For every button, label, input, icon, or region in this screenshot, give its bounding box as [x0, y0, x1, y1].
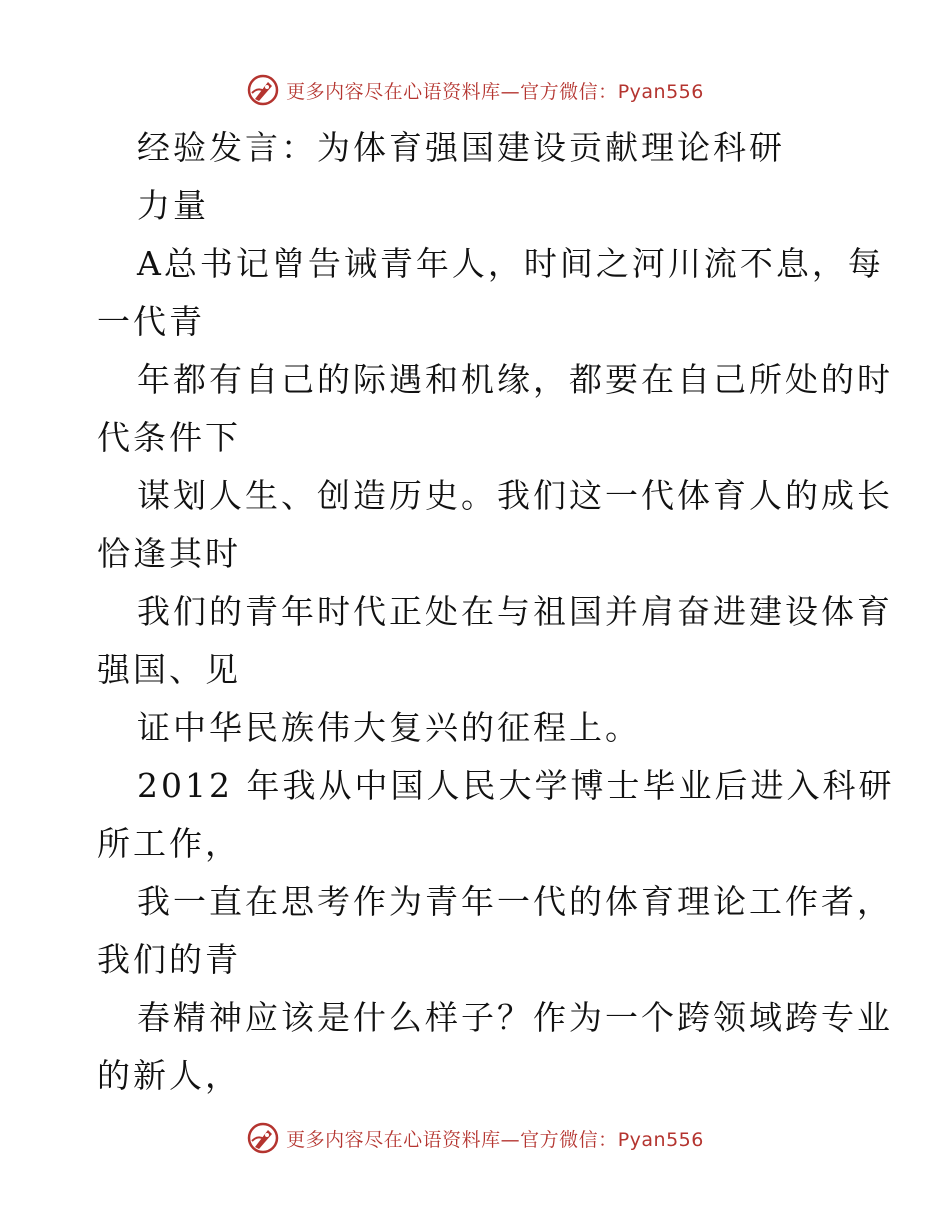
- text-line: 一代青: [97, 302, 205, 341]
- text-line: A总书记曾告诫青年人，时间之河川流不息，每: [137, 244, 884, 283]
- watermark-text: [286, 77, 704, 104]
- text-line: 所工作，: [97, 824, 241, 863]
- watermark-footer: [0, 1118, 950, 1158]
- text-line: 恰逢其时: [97, 534, 241, 573]
- watermark-official: 官方微信：: [520, 1128, 618, 1151]
- text-line: 证中华民族伟大复兴的征程上。: [137, 708, 641, 747]
- watermark-text: [286, 1125, 704, 1152]
- watermark-separator: —: [500, 80, 521, 103]
- text-line: 强国、见: [97, 650, 241, 689]
- watermark-official: 官方微信：: [520, 80, 618, 103]
- watermark-group: [246, 1121, 704, 1155]
- pen-nib-logo-icon: [246, 1121, 280, 1155]
- text-line: 代条件下: [97, 418, 241, 457]
- text-line: 的新人，: [97, 1056, 241, 1095]
- text-line: 春精神应该是什么样子？作为一个跨领域跨专业: [137, 998, 893, 1037]
- watermark-header: [0, 70, 950, 110]
- watermark-separator: —: [500, 1128, 521, 1151]
- watermark-brand: 更多内容尽在心语资料库: [286, 80, 501, 103]
- watermark-brand: 更多内容尽在心语资料库: [286, 1128, 501, 1151]
- text-line: 年都有自己的际遇和机缘，都要在自己所处的时: [137, 360, 893, 399]
- watermark-handle: Pyan556: [617, 80, 704, 103]
- text-line: 力量: [137, 186, 209, 225]
- text-line: 谋划人生、创造历史。我们这一代体育人的成长: [137, 476, 893, 515]
- watermark-handle: Pyan556: [617, 1128, 704, 1151]
- text-line: 2012 年我从中国人民大学博士毕业后进入科研: [137, 766, 895, 805]
- text-line: 我一直在思考作为青年一代的体育理论工作者，: [137, 882, 893, 921]
- text-line: 经验发言：为体育强国建设贡献理论科研: [137, 128, 785, 167]
- text-line: 我们的青: [97, 940, 241, 979]
- document-body: [97, 119, 895, 1105]
- text-line: 我们的青年时代正处在与祖国并肩奋进建设体育: [137, 592, 893, 631]
- watermark-group: [246, 73, 704, 107]
- pen-nib-logo-icon: [246, 73, 280, 107]
